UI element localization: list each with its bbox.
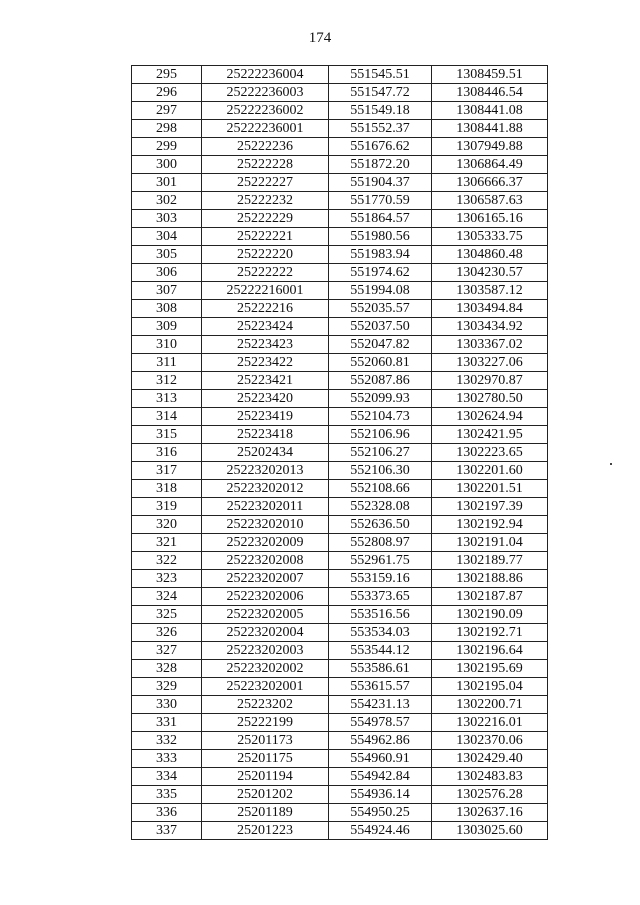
- x-coordinate-cell: 551872.20: [329, 156, 432, 174]
- y-coordinate-cell: 1302189.77: [432, 552, 548, 570]
- y-coordinate-cell: 1308441.08: [432, 102, 548, 120]
- table-row: [132, 318, 548, 336]
- y-coordinate-cell: 1305333.75: [432, 228, 548, 246]
- point-id-cell: 25222221: [202, 228, 329, 246]
- row-number-cell: 304: [132, 228, 202, 246]
- x-coordinate-cell: 554231.13: [329, 696, 432, 714]
- y-coordinate-cell: 1308441.88: [432, 120, 548, 138]
- row-number-cell: 331: [132, 714, 202, 732]
- row-number-cell: 334: [132, 768, 202, 786]
- x-coordinate-cell: 554924.46: [329, 822, 432, 840]
- y-coordinate-cell: 1303025.60: [432, 822, 548, 840]
- coordinates-table-body: [132, 66, 548, 840]
- row-number-cell: 303: [132, 210, 202, 228]
- row-number-cell: 314: [132, 408, 202, 426]
- y-coordinate-cell: 1302223.65: [432, 444, 548, 462]
- row-number-cell: 329: [132, 678, 202, 696]
- row-number-cell: 305: [132, 246, 202, 264]
- table-row: [132, 822, 548, 840]
- x-coordinate-cell: 553586.61: [329, 660, 432, 678]
- point-id-cell: 25222236003: [202, 84, 329, 102]
- row-number-cell: 315: [132, 426, 202, 444]
- x-coordinate-cell: 552961.75: [329, 552, 432, 570]
- x-coordinate-cell: 552035.57: [329, 300, 432, 318]
- y-coordinate-cell: 1302195.69: [432, 660, 548, 678]
- point-id-cell: 25201173: [202, 732, 329, 750]
- x-coordinate-cell: 552106.30: [329, 462, 432, 480]
- table-row: [132, 264, 548, 282]
- stray-mark: [610, 463, 612, 465]
- y-coordinate-cell: 1303227.06: [432, 354, 548, 372]
- table-row: [132, 804, 548, 822]
- table-row: [132, 696, 548, 714]
- table-row: [132, 336, 548, 354]
- coordinates-table: [131, 65, 548, 840]
- x-coordinate-cell: 554942.84: [329, 768, 432, 786]
- x-coordinate-cell: 551864.57: [329, 210, 432, 228]
- y-coordinate-cell: 1302188.86: [432, 570, 548, 588]
- table-row: [132, 138, 548, 156]
- point-id-cell: 25223423: [202, 336, 329, 354]
- y-coordinate-cell: 1306165.16: [432, 210, 548, 228]
- y-coordinate-cell: 1303367.02: [432, 336, 548, 354]
- point-id-cell: 25223202011: [202, 498, 329, 516]
- row-number-cell: 333: [132, 750, 202, 768]
- y-coordinate-cell: 1302970.87: [432, 372, 548, 390]
- table-row: [132, 462, 548, 480]
- point-id-cell: 25222216001: [202, 282, 329, 300]
- point-id-cell: 25223202002: [202, 660, 329, 678]
- row-number-cell: 300: [132, 156, 202, 174]
- x-coordinate-cell: 551980.56: [329, 228, 432, 246]
- x-coordinate-cell: 552037.50: [329, 318, 432, 336]
- row-number-cell: 299: [132, 138, 202, 156]
- point-id-cell: 25222236002: [202, 102, 329, 120]
- x-coordinate-cell: 553534.03: [329, 624, 432, 642]
- table-row: [132, 570, 548, 588]
- point-id-cell: 25223420: [202, 390, 329, 408]
- point-id-cell: 25223202004: [202, 624, 329, 642]
- point-id-cell: 25222236: [202, 138, 329, 156]
- point-id-cell: 25223202: [202, 696, 329, 714]
- point-id-cell: 25223202012: [202, 480, 329, 498]
- x-coordinate-cell: 554936.14: [329, 786, 432, 804]
- table-row: [132, 768, 548, 786]
- point-id-cell: 25222227: [202, 174, 329, 192]
- point-id-cell: 25201175: [202, 750, 329, 768]
- x-coordinate-cell: 552106.27: [329, 444, 432, 462]
- point-id-cell: 25223202006: [202, 588, 329, 606]
- table-row: [132, 498, 548, 516]
- table-row: [132, 102, 548, 120]
- point-id-cell: 25201194: [202, 768, 329, 786]
- row-number-cell: 335: [132, 786, 202, 804]
- x-coordinate-cell: 552636.50: [329, 516, 432, 534]
- table-row: [132, 282, 548, 300]
- y-coordinate-cell: 1302637.16: [432, 804, 548, 822]
- x-coordinate-cell: 552099.93: [329, 390, 432, 408]
- point-id-cell: 25201202: [202, 786, 329, 804]
- x-coordinate-cell: 552328.08: [329, 498, 432, 516]
- row-number-cell: 330: [132, 696, 202, 714]
- row-number-cell: 325: [132, 606, 202, 624]
- y-coordinate-cell: 1302197.39: [432, 498, 548, 516]
- table-row: [132, 786, 548, 804]
- point-id-cell: 25223202005: [202, 606, 329, 624]
- point-id-cell: 25223202003: [202, 642, 329, 660]
- table-row: [132, 426, 548, 444]
- row-number-cell: 321: [132, 534, 202, 552]
- y-coordinate-cell: 1302201.60: [432, 462, 548, 480]
- row-number-cell: 296: [132, 84, 202, 102]
- table-row: [132, 174, 548, 192]
- y-coordinate-cell: 1308446.54: [432, 84, 548, 102]
- row-number-cell: 306: [132, 264, 202, 282]
- row-number-cell: 328: [132, 660, 202, 678]
- point-id-cell: 25222216: [202, 300, 329, 318]
- table-row: [132, 642, 548, 660]
- table-row: [132, 66, 548, 84]
- y-coordinate-cell: 1302216.01: [432, 714, 548, 732]
- row-number-cell: 297: [132, 102, 202, 120]
- x-coordinate-cell: 552104.73: [329, 408, 432, 426]
- x-coordinate-cell: 551770.59: [329, 192, 432, 210]
- y-coordinate-cell: 1303587.12: [432, 282, 548, 300]
- row-number-cell: 298: [132, 120, 202, 138]
- row-number-cell: 316: [132, 444, 202, 462]
- x-coordinate-cell: 553544.12: [329, 642, 432, 660]
- y-coordinate-cell: 1302483.83: [432, 768, 548, 786]
- row-number-cell: 302: [132, 192, 202, 210]
- table-row: [132, 678, 548, 696]
- point-id-cell: 25223421: [202, 372, 329, 390]
- row-number-cell: 308: [132, 300, 202, 318]
- row-number-cell: 320: [132, 516, 202, 534]
- y-coordinate-cell: 1302192.94: [432, 516, 548, 534]
- y-coordinate-cell: 1302190.09: [432, 606, 548, 624]
- row-number-cell: 332: [132, 732, 202, 750]
- x-coordinate-cell: 552106.96: [329, 426, 432, 444]
- row-number-cell: 318: [132, 480, 202, 498]
- table-row: [132, 84, 548, 102]
- row-number-cell: 326: [132, 624, 202, 642]
- x-coordinate-cell: 554960.91: [329, 750, 432, 768]
- table-row: [132, 390, 548, 408]
- x-coordinate-cell: 553373.65: [329, 588, 432, 606]
- x-coordinate-cell: 551549.18: [329, 102, 432, 120]
- point-id-cell: 25223422: [202, 354, 329, 372]
- x-coordinate-cell: 551974.62: [329, 264, 432, 282]
- y-coordinate-cell: 1302195.04: [432, 678, 548, 696]
- row-number-cell: 301: [132, 174, 202, 192]
- point-id-cell: 25222220: [202, 246, 329, 264]
- table-row: [132, 480, 548, 498]
- y-coordinate-cell: 1307949.88: [432, 138, 548, 156]
- y-coordinate-cell: 1302780.50: [432, 390, 548, 408]
- table-row: [132, 372, 548, 390]
- point-id-cell: 25222228: [202, 156, 329, 174]
- point-id-cell: 25223202007: [202, 570, 329, 588]
- row-number-cell: 311: [132, 354, 202, 372]
- table-row: [132, 606, 548, 624]
- point-id-cell: 25202434: [202, 444, 329, 462]
- x-coordinate-cell: 552047.82: [329, 336, 432, 354]
- table-row: [132, 534, 548, 552]
- x-coordinate-cell: 551983.94: [329, 246, 432, 264]
- table-row: [132, 732, 548, 750]
- y-coordinate-cell: 1306666.37: [432, 174, 548, 192]
- y-coordinate-cell: 1306587.63: [432, 192, 548, 210]
- y-coordinate-cell: 1302187.87: [432, 588, 548, 606]
- table-row: [132, 192, 548, 210]
- table-row: [132, 516, 548, 534]
- y-coordinate-cell: 1302576.28: [432, 786, 548, 804]
- row-number-cell: 337: [132, 822, 202, 840]
- x-coordinate-cell: 551545.51: [329, 66, 432, 84]
- table-row: [132, 750, 548, 768]
- row-number-cell: 313: [132, 390, 202, 408]
- row-number-cell: 319: [132, 498, 202, 516]
- table-row: [132, 246, 548, 264]
- point-id-cell: 25222229: [202, 210, 329, 228]
- y-coordinate-cell: 1302201.51: [432, 480, 548, 498]
- row-number-cell: 327: [132, 642, 202, 660]
- y-coordinate-cell: 1308459.51: [432, 66, 548, 84]
- point-id-cell: 25223202010: [202, 516, 329, 534]
- x-coordinate-cell: 551994.08: [329, 282, 432, 300]
- y-coordinate-cell: 1302370.06: [432, 732, 548, 750]
- point-id-cell: 25222232: [202, 192, 329, 210]
- row-number-cell: 336: [132, 804, 202, 822]
- y-coordinate-cell: 1303494.84: [432, 300, 548, 318]
- point-id-cell: 25222222: [202, 264, 329, 282]
- y-coordinate-cell: 1302624.94: [432, 408, 548, 426]
- point-id-cell: 25223202008: [202, 552, 329, 570]
- point-id-cell: 25222236004: [202, 66, 329, 84]
- x-coordinate-cell: 552060.81: [329, 354, 432, 372]
- table-row: [132, 228, 548, 246]
- row-number-cell: 322: [132, 552, 202, 570]
- table-row: [132, 624, 548, 642]
- point-id-cell: 25223418: [202, 426, 329, 444]
- point-id-cell: 25223424: [202, 318, 329, 336]
- y-coordinate-cell: 1304230.57: [432, 264, 548, 282]
- table-row: [132, 156, 548, 174]
- y-coordinate-cell: 1304860.48: [432, 246, 548, 264]
- y-coordinate-cell: 1302191.04: [432, 534, 548, 552]
- page-number: 174: [308, 30, 332, 46]
- row-number-cell: 312: [132, 372, 202, 390]
- row-number-cell: 317: [132, 462, 202, 480]
- row-number-cell: 310: [132, 336, 202, 354]
- table-row: [132, 354, 548, 372]
- table-row: [132, 552, 548, 570]
- x-coordinate-cell: 551676.62: [329, 138, 432, 156]
- table-row: [132, 210, 548, 228]
- row-number-cell: 324: [132, 588, 202, 606]
- table-row: [132, 660, 548, 678]
- table-row: [132, 120, 548, 138]
- point-id-cell: 25201223: [202, 822, 329, 840]
- x-coordinate-cell: 552808.97: [329, 534, 432, 552]
- point-id-cell: 25222236001: [202, 120, 329, 138]
- x-coordinate-cell: 551547.72: [329, 84, 432, 102]
- row-number-cell: 295: [132, 66, 202, 84]
- row-number-cell: 323: [132, 570, 202, 588]
- x-coordinate-cell: 551552.37: [329, 120, 432, 138]
- point-id-cell: 25223202001: [202, 678, 329, 696]
- x-coordinate-cell: 553615.57: [329, 678, 432, 696]
- y-coordinate-cell: 1302200.71: [432, 696, 548, 714]
- table-row: [132, 300, 548, 318]
- table-row: [132, 444, 548, 462]
- y-coordinate-cell: 1302192.71: [432, 624, 548, 642]
- x-coordinate-cell: 553516.56: [329, 606, 432, 624]
- point-id-cell: 25223202009: [202, 534, 329, 552]
- x-coordinate-cell: 552087.86: [329, 372, 432, 390]
- x-coordinate-cell: 554978.57: [329, 714, 432, 732]
- y-coordinate-cell: 1302429.40: [432, 750, 548, 768]
- table-row: [132, 588, 548, 606]
- point-id-cell: 25222199: [202, 714, 329, 732]
- table-row: [132, 714, 548, 732]
- row-number-cell: 307: [132, 282, 202, 300]
- y-coordinate-cell: 1302196.64: [432, 642, 548, 660]
- x-coordinate-cell: 552108.66: [329, 480, 432, 498]
- point-id-cell: 25223202013: [202, 462, 329, 480]
- x-coordinate-cell: 551904.37: [329, 174, 432, 192]
- table-row: [132, 408, 548, 426]
- y-coordinate-cell: 1306864.49: [432, 156, 548, 174]
- point-id-cell: 25201189: [202, 804, 329, 822]
- x-coordinate-cell: 554950.25: [329, 804, 432, 822]
- y-coordinate-cell: 1302421.95: [432, 426, 548, 444]
- point-id-cell: 25223419: [202, 408, 329, 426]
- row-number-cell: 309: [132, 318, 202, 336]
- x-coordinate-cell: 553159.16: [329, 570, 432, 588]
- x-coordinate-cell: 554962.86: [329, 732, 432, 750]
- y-coordinate-cell: 1303434.92: [432, 318, 548, 336]
